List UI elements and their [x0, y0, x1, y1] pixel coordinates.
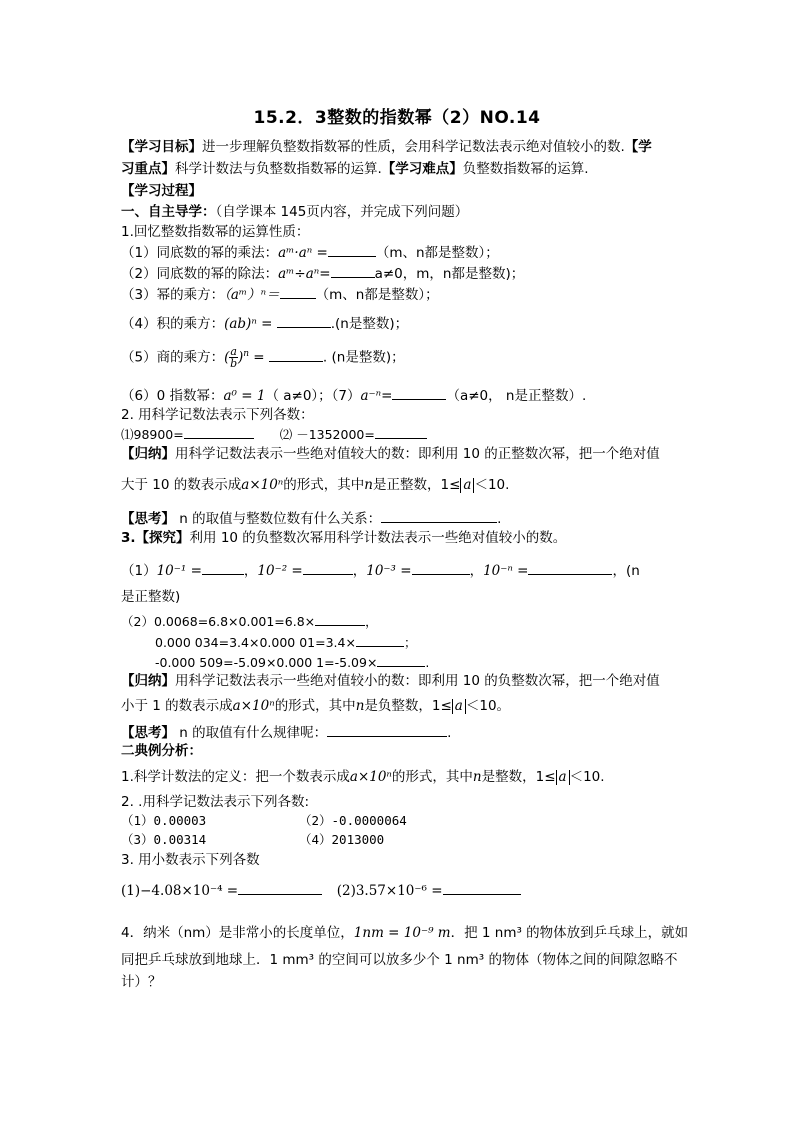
calc-2-text: 0.000 034=3.4×0.000 01=3.4×	[155, 635, 356, 650]
rule-3-blank[interactable]	[280, 284, 316, 299]
key-points-tag-part1: 【学	[624, 139, 652, 155]
power-neg-3: 10⁻³ =	[366, 563, 412, 579]
power-neg-3-blank[interactable]	[412, 560, 470, 575]
summary-1-abs: a	[460, 478, 474, 493]
power-neg-1: 10⁻¹ =	[156, 563, 202, 579]
summary-1-part-c: 是正整数，1≤	[372, 477, 461, 493]
rule-1-cond: （m、n都是整数）；	[375, 245, 499, 261]
summary-2-part-d: ＜10。	[465, 698, 511, 714]
summary-1-text: 用科学记数法表示一些绝对值较大的数：即利用 10 的正整数次幂，把一个绝对值	[175, 446, 660, 462]
think-1: 【思考】 n 的取值与整数位数有什么关系： .	[121, 508, 501, 529]
page-title: 15.2．3整数的指数幂（2）NO.14	[253, 108, 541, 128]
rule-4-label: （4）积的乘方：	[121, 316, 225, 332]
summary-2-abs: a	[452, 699, 466, 714]
question-3-items	[121, 880, 521, 901]
exercise-1: ⑴98900=	[121, 427, 184, 442]
question-3-blank-1[interactable]	[238, 880, 322, 895]
calc-2: 0.000 034=3.4×0.000 01=3.4× ；	[155, 632, 416, 653]
think-2-tag: 【思考】	[121, 725, 175, 741]
self-study-note: （自学课本 145页内容，并完成下列问题）	[215, 204, 469, 220]
question-4-line-1	[121, 923, 688, 943]
summary-2-var: n	[355, 698, 365, 714]
question-4-line-3: 计）？	[121, 974, 162, 990]
definition-expr: a×10ⁿ	[349, 769, 392, 785]
calc-1: （2）0.0068=6.8×0.001=6.8× ，	[121, 611, 378, 632]
exercise-2-blank[interactable]	[375, 424, 427, 439]
rule-6-expr: a⁰ = 1	[223, 388, 266, 404]
think-1-tag: 【思考】	[121, 511, 175, 527]
question-2-row-1	[121, 811, 407, 831]
rule-6-cond: （ a≠0）；	[265, 388, 332, 404]
rule-5-fraction: $\frac{a}{b}$	[230, 345, 238, 370]
think-1-blank[interactable]	[381, 508, 497, 523]
question-2-item-2: （2）-0.0000064	[299, 813, 407, 828]
think-2-text: n 的取值有什么规律呢：	[175, 725, 328, 741]
rule-5-blank[interactable]	[269, 347, 323, 362]
summary-2-expr: a×10ⁿ	[232, 698, 275, 714]
question-2: 2. .用科学记数法表示下列各数:	[121, 794, 310, 810]
explore-text: 利用 10 的负整数次幂用科学计数法表示一些绝对值较小的数。	[189, 530, 567, 546]
goals-line-2	[121, 159, 589, 179]
summary-2-part-c: 是负整数，1≤	[364, 698, 452, 714]
definition	[121, 767, 605, 787]
summary-2-text: 用科学记数法表示一些绝对值较小的数：即利用 10 的负整数次幂，把一个绝对值	[175, 673, 660, 689]
rule-3-cond: （m、n都是整数）；	[315, 287, 439, 303]
definition-part-b: 的形式，其中	[391, 769, 473, 785]
summary-1-expr: a×10ⁿ	[241, 477, 284, 493]
difficulty-text: 负整数指数幂的运算.	[462, 161, 589, 177]
exercise-1-blank[interactable]	[184, 424, 254, 439]
rule-7-blank[interactable]	[392, 385, 446, 400]
rule-3-expr: （aᵐ）ⁿ＝	[224, 287, 280, 303]
question-2-item-3: （3）0.00314	[121, 832, 207, 847]
explore-q1-line-2: 是正整数)	[121, 589, 181, 605]
power-neg-1-blank[interactable]	[202, 560, 244, 575]
goals-tag: 【学习目标】	[121, 139, 202, 155]
calc-1-text: （2）0.0068=6.8×0.001=6.8×	[121, 614, 316, 629]
summary-1-tag: 【归纳】	[121, 446, 175, 462]
question-2-item-1: （1）0.00003	[121, 813, 207, 828]
rule-2-label: （2）同底数的幂的除法：	[121, 266, 279, 282]
rule-1-label: （1）同底数的幂的乘法：	[121, 245, 279, 261]
rule-5-cond: . (n是整数)；	[322, 349, 405, 366]
calc-1-blank[interactable]	[315, 611, 365, 626]
rule-6-7	[121, 385, 586, 406]
calc-3-blank[interactable]	[377, 652, 425, 667]
item-2-exercises	[121, 424, 427, 445]
explore-q1-label: （1）	[121, 563, 157, 579]
explore-line	[121, 528, 566, 548]
question-4-expr: 1nm = 10⁻⁹ m	[353, 925, 451, 941]
exercise-2: ⑵ －1352000=	[279, 427, 375, 442]
power-neg-n: 10⁻ⁿ =	[483, 563, 529, 579]
question-4-part-b: ．把 1 nm³ 的物体放到乒乓球上，就如	[450, 925, 689, 941]
question-3-item-2: (2)3.57×10⁻⁶ =	[336, 883, 443, 899]
explore-q1: （1）10⁻¹ = ，10⁻² = ，10⁻³ = ，10⁻ⁿ = ，(n	[121, 560, 640, 581]
item-2: 2. 用科学记数法表示下列各数：	[121, 407, 314, 423]
rule-5: （5）商的乘方：( $\frac{a}{b}$ )$^n$ = . (n是整数)；	[121, 345, 405, 370]
rule-5-label: （5）商的乘方：	[121, 349, 225, 366]
power-neg-2-blank[interactable]	[303, 560, 353, 575]
question-2-item-4: （4）2013000	[299, 832, 385, 847]
summary-1-part-d: ＜10.	[474, 477, 510, 493]
summary-1-part-b: 的形式，其中	[283, 477, 365, 493]
summary-2-tag: 【归纳】	[121, 673, 175, 689]
explore-q1-tail: ，(n	[612, 563, 640, 579]
rule-6-label: （6）0 指数幂：	[121, 388, 224, 404]
question-4-line-2: 同把乒乓球放到地球上．1 mm³ 的空间可以放多少个 1 nm³ 的物体（物体之间的间隙忽略不	[121, 952, 678, 968]
rule-5-exp: n	[243, 349, 250, 359]
rule-3	[121, 284, 439, 305]
rule-4-blank[interactable]	[277, 313, 331, 328]
question-4-part-a: 4．纳米（nm）是非常小的长度单位，	[121, 925, 354, 941]
definition-part-c: 是整数，1≤	[481, 769, 556, 785]
rule-4-expr: (ab)ⁿ =	[224, 316, 273, 332]
definition-part-d: ＜10.	[569, 769, 605, 785]
definition-abs: a	[556, 770, 570, 785]
key-points-tag-part2: 习重点】	[121, 161, 175, 177]
definition-part-a: 1.科学计数法的定义：把一个数表示成	[121, 769, 350, 785]
calc-3-text: -0.000 509=-5.09×0.000 1=-5.09×	[155, 655, 378, 670]
item-1: 1.回忆整数指数幂的运算性质：	[121, 224, 310, 240]
summary-2-line-1	[121, 671, 660, 691]
rule-7-cond: （a≠0， n是正整数）.	[446, 388, 587, 404]
summary-1-line-1	[121, 444, 660, 464]
rule-1-expr: aᵐ·aⁿ =	[278, 245, 328, 261]
rule-7-expr: a⁻ⁿ=	[360, 388, 393, 404]
summary-2-part-a: 小于 1 的数表示成	[121, 698, 233, 714]
calc-3: -0.000 509=-5.09×0.000 1=-5.09× .	[155, 652, 429, 673]
power-neg-n-blank[interactable]	[528, 560, 612, 575]
self-study-heading: 一、自主导学：	[121, 204, 216, 220]
rule-4-cond: .(n是整数)；	[330, 316, 409, 332]
question-3-item-1: (1)−4.08×10⁻⁴ =	[121, 883, 239, 899]
summary-1-var: n	[364, 477, 373, 493]
summary-2-line-2	[121, 696, 510, 716]
calc-2-blank[interactable]	[356, 632, 404, 647]
rule-2-cond: a≠0，m，n都是整数)；	[374, 266, 525, 282]
rule-2	[121, 263, 524, 284]
difficulty-tag: 【学习难点】	[381, 161, 463, 177]
definition-var: n	[472, 769, 482, 785]
question-3: 3. 用小数表示下列各数	[121, 852, 260, 868]
question-3-blank-2[interactable]	[443, 880, 521, 895]
rule-1-blank[interactable]	[328, 242, 376, 257]
rule-4	[121, 313, 408, 334]
goals-text: 进一步理解负整数指数幂的性质，会用科学记数法表示绝对值较小的数.	[202, 139, 625, 155]
summary-1-line-2	[121, 475, 509, 495]
explore-tag: 3.【探究】	[121, 530, 190, 546]
rule-1	[121, 242, 499, 263]
rule-2-blank[interactable]	[331, 263, 375, 278]
key-points-text: 科学计数法与负整数指数幂的运算.	[175, 161, 382, 177]
question-2-row-2	[121, 830, 384, 850]
think-2: 【思考】 n 的取值有什么规律呢： .	[121, 722, 451, 743]
examples-heading: 二典例分析：	[121, 743, 202, 759]
self-study-heading-line	[121, 202, 468, 222]
process-heading: 【学习过程】	[121, 183, 202, 199]
think-1-text: n 的取值与整数位数有什么关系：	[175, 511, 382, 527]
power-neg-2: 10⁻² =	[257, 563, 303, 579]
rule-2-expr: aᵐ÷aⁿ=	[278, 266, 331, 282]
rule-3-label: （3）幂的乘方：	[121, 287, 225, 303]
think-2-blank[interactable]	[327, 722, 447, 737]
summary-1-part-a: 大于 10 的数表示成	[121, 477, 242, 493]
summary-2-part-b: 的形式，其中	[274, 698, 356, 714]
goals-line-1	[121, 137, 652, 157]
rule-7-label: （7）	[331, 388, 361, 404]
